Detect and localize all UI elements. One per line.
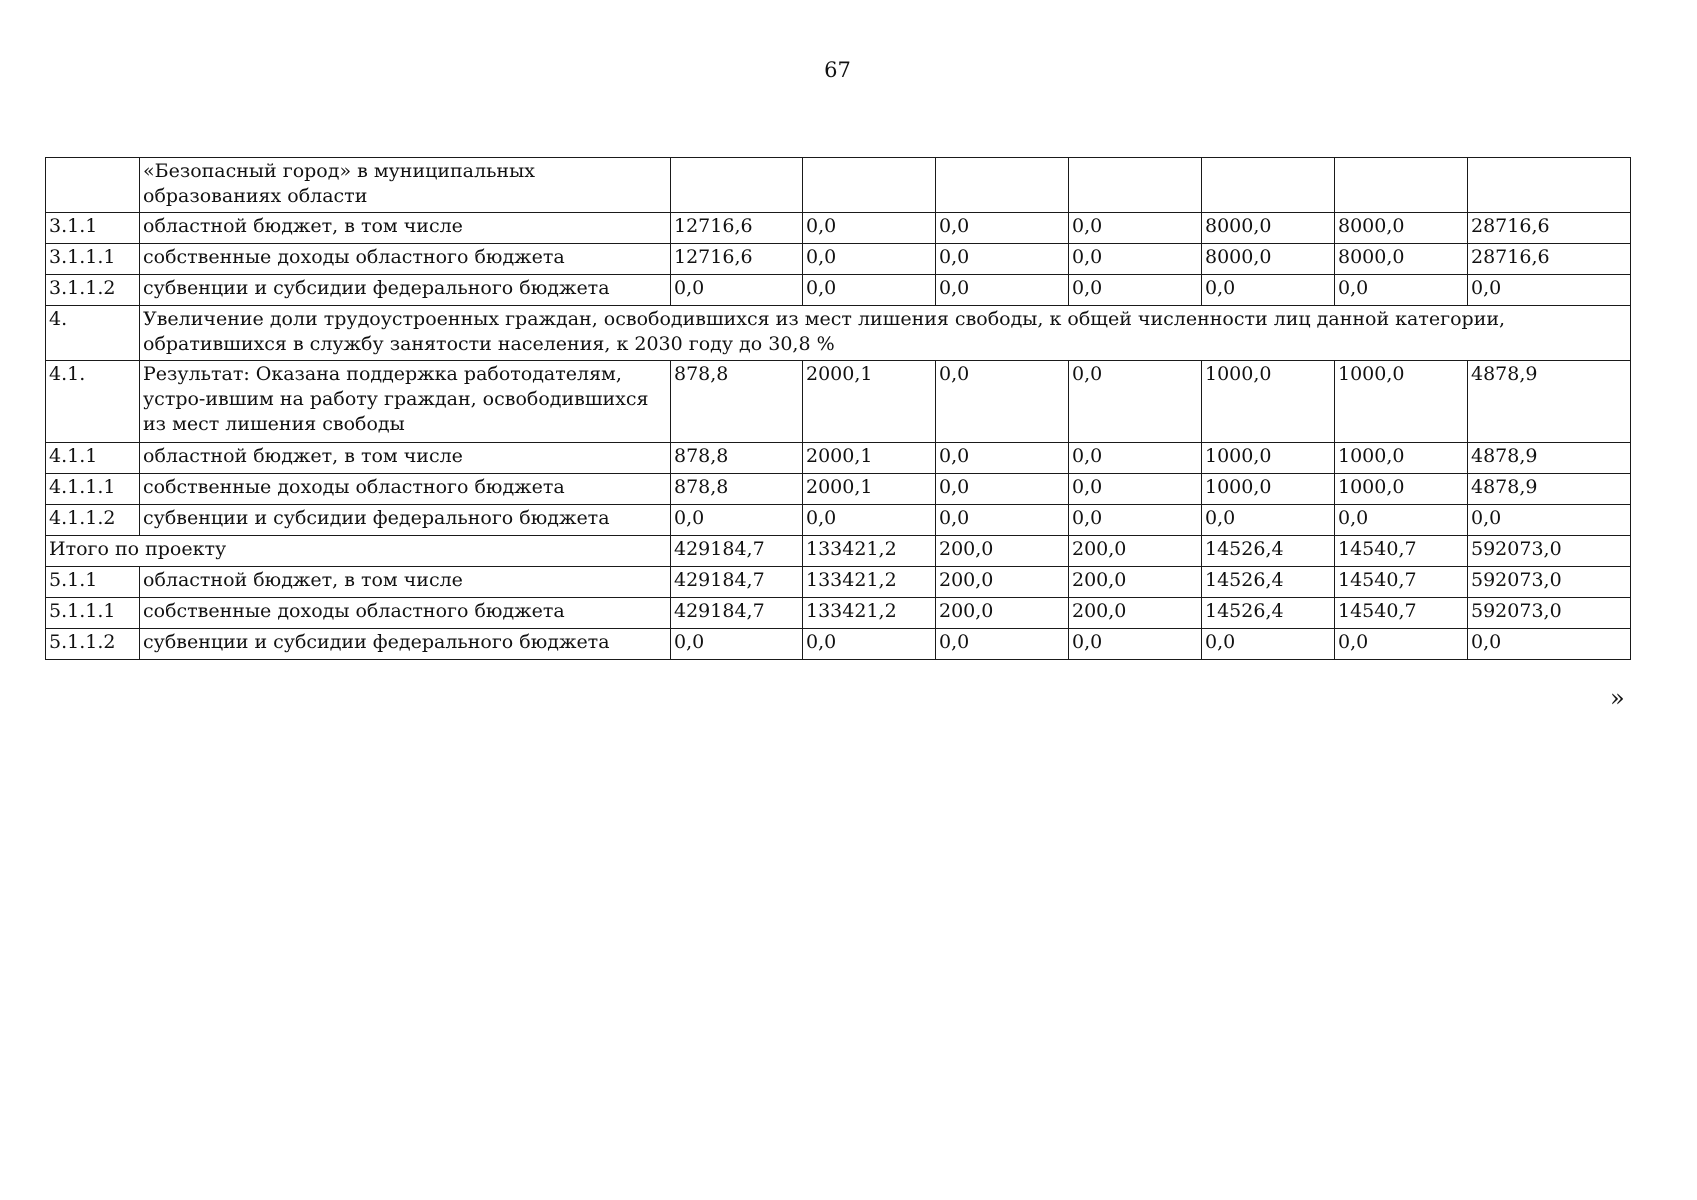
table-row — [46, 567, 1631, 598]
value-cell: 0,0 — [671, 275, 803, 306]
value-cell: 12716,6 — [671, 244, 803, 275]
section-title: Увеличение доли трудоустроенных граждан, освободившихся из мест лишения свободы, к общей численности лиц данной категории, обратившихся в службу занятости населения, к 2030 году до 30,8 % — [140, 306, 1631, 361]
value-cell: 133421,2 — [803, 536, 936, 567]
value-cell: 8000,0 — [1335, 244, 1468, 275]
row-code: 3.1.1.2 — [46, 275, 140, 306]
row-name: областной бюджет, в том числе — [140, 443, 671, 474]
row-code: 3.1.1 — [46, 213, 140, 244]
value-cell: 0,0 — [1069, 443, 1202, 474]
value-cell: 1000,0 — [1335, 443, 1468, 474]
value-cell: 2000,1 — [803, 474, 936, 505]
value-cell: 1000,0 — [1335, 361, 1468, 443]
table-row — [46, 213, 1631, 244]
value-cell: 0,0 — [671, 629, 803, 660]
row-code: 5.1.1.2 — [46, 629, 140, 660]
closing-quote-mark: » — [1610, 684, 1625, 712]
value-cell: 0,0 — [1468, 505, 1631, 536]
value-cell: 28716,6 — [1468, 213, 1631, 244]
value-cell: 2000,1 — [803, 361, 936, 443]
value-cell: 133421,2 — [803, 567, 936, 598]
row-name: областной бюджет, в том числе — [140, 213, 671, 244]
value-cell — [1335, 158, 1468, 213]
row-name: Результат: Оказана поддержка работодателям, устро-ившим на работу граждан, освободившихся из мест лишения свободы — [140, 361, 671, 443]
value-cell: 0,0 — [671, 505, 803, 536]
row-code — [46, 158, 140, 213]
value-cell: 0,0 — [1069, 361, 1202, 443]
row-name: субвенции и субсидии федерального бюджета — [140, 505, 671, 536]
value-cell: 28716,6 — [1468, 244, 1631, 275]
value-cell: 0,0 — [1069, 275, 1202, 306]
budget-table — [45, 157, 1631, 660]
row-code: 5.1.1.1 — [46, 598, 140, 629]
table-row — [46, 505, 1631, 536]
value-cell: 0,0 — [936, 443, 1069, 474]
row-code: 4.1. — [46, 361, 140, 443]
value-cell: 200,0 — [936, 598, 1069, 629]
table-row — [46, 474, 1631, 505]
value-cell: 200,0 — [936, 567, 1069, 598]
value-cell: 0,0 — [936, 361, 1069, 443]
value-cell — [936, 158, 1069, 213]
value-cell: 0,0 — [803, 213, 936, 244]
value-cell: 200,0 — [1069, 598, 1202, 629]
value-cell: 0,0 — [1202, 275, 1335, 306]
row-code: 5.1.1 — [46, 567, 140, 598]
value-cell: 8000,0 — [1202, 213, 1335, 244]
value-cell: 2000,1 — [803, 443, 936, 474]
value-cell: 0,0 — [936, 213, 1069, 244]
value-cell: 14540,7 — [1335, 598, 1468, 629]
value-cell: 0,0 — [936, 505, 1069, 536]
total-label: Итого по проекту — [46, 536, 671, 567]
value-cell: 0,0 — [1202, 505, 1335, 536]
value-cell: 0,0 — [936, 244, 1069, 275]
value-cell: 4878,9 — [1468, 443, 1631, 474]
value-cell: 0,0 — [803, 505, 936, 536]
value-cell: 0,0 — [1069, 244, 1202, 275]
value-cell: 0,0 — [936, 629, 1069, 660]
row-name: собственные доходы областного бюджета — [140, 598, 671, 629]
value-cell: 200,0 — [936, 536, 1069, 567]
value-cell: 592073,0 — [1468, 536, 1631, 567]
value-cell: 1000,0 — [1202, 443, 1335, 474]
value-cell: 0,0 — [803, 244, 936, 275]
value-cell: 0,0 — [1069, 629, 1202, 660]
value-cell: 8000,0 — [1335, 213, 1468, 244]
value-cell: 14526,4 — [1202, 536, 1335, 567]
row-code: 3.1.1.1 — [46, 244, 140, 275]
value-cell: 14540,7 — [1335, 536, 1468, 567]
value-cell: 1000,0 — [1335, 474, 1468, 505]
value-cell: 4878,9 — [1468, 361, 1631, 443]
row-code: 4. — [46, 306, 140, 361]
value-cell: 1000,0 — [1202, 361, 1335, 443]
value-cell: 200,0 — [1069, 567, 1202, 598]
value-cell: 0,0 — [1335, 629, 1468, 660]
table-body — [46, 158, 1631, 660]
value-cell: 0,0 — [1202, 629, 1335, 660]
section-row — [46, 306, 1631, 361]
row-code: 4.1.1.1 — [46, 474, 140, 505]
value-cell: 0,0 — [1468, 629, 1631, 660]
value-cell — [803, 158, 936, 213]
table-row — [46, 244, 1631, 275]
row-name: субвенции и субсидии федерального бюджета — [140, 629, 671, 660]
row-name: субвенции и субсидии федерального бюджета — [140, 275, 671, 306]
value-cell: 14526,4 — [1202, 598, 1335, 629]
value-cell: 592073,0 — [1468, 567, 1631, 598]
value-cell: 200,0 — [1069, 536, 1202, 567]
value-cell: 0,0 — [803, 275, 936, 306]
table-row — [46, 275, 1631, 306]
value-cell — [671, 158, 803, 213]
table-row — [46, 629, 1631, 660]
table-row — [46, 443, 1631, 474]
value-cell: 133421,2 — [803, 598, 936, 629]
value-cell: 878,8 — [671, 361, 803, 443]
table-row — [46, 361, 1631, 443]
page-number: 67 — [824, 58, 851, 82]
value-cell: 429184,7 — [671, 598, 803, 629]
value-cell: 592073,0 — [1468, 598, 1631, 629]
value-cell: 0,0 — [1069, 474, 1202, 505]
value-cell: 4878,9 — [1468, 474, 1631, 505]
table-row — [46, 598, 1631, 629]
table-row — [46, 158, 1631, 213]
value-cell: 0,0 — [936, 275, 1069, 306]
row-name: собственные доходы областного бюджета — [140, 244, 671, 275]
value-cell: 14526,4 — [1202, 567, 1335, 598]
value-cell: 8000,0 — [1202, 244, 1335, 275]
value-cell: 0,0 — [803, 629, 936, 660]
row-name: «Безопасный город» в муниципальных образованиях области — [140, 158, 671, 213]
value-cell: 0,0 — [1335, 275, 1468, 306]
value-cell: 0,0 — [1468, 275, 1631, 306]
value-cell: 1000,0 — [1202, 474, 1335, 505]
value-cell — [1202, 158, 1335, 213]
value-cell: 14540,7 — [1335, 567, 1468, 598]
row-code: 4.1.1 — [46, 443, 140, 474]
value-cell: 878,8 — [671, 443, 803, 474]
row-code: 4.1.1.2 — [46, 505, 140, 536]
value-cell: 0,0 — [1069, 505, 1202, 536]
value-cell: 0,0 — [936, 474, 1069, 505]
value-cell: 0,0 — [1069, 213, 1202, 244]
value-cell: 12716,6 — [671, 213, 803, 244]
row-name: собственные доходы областного бюджета — [140, 474, 671, 505]
value-cell: 429184,7 — [671, 536, 803, 567]
value-cell: 429184,7 — [671, 567, 803, 598]
value-cell — [1069, 158, 1202, 213]
value-cell: 0,0 — [1335, 505, 1468, 536]
value-cell — [1468, 158, 1631, 213]
total-row — [46, 536, 1631, 567]
row-name: областной бюджет, в том числе — [140, 567, 671, 598]
value-cell: 878,8 — [671, 474, 803, 505]
